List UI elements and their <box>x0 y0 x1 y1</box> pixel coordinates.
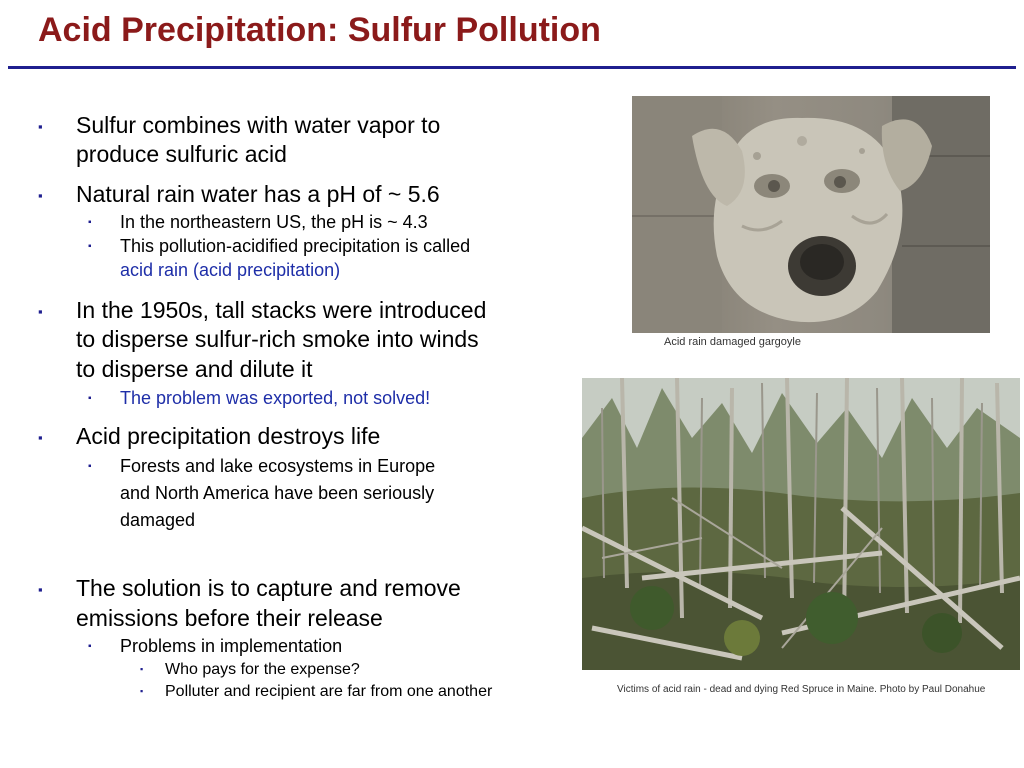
bullet-square-icon: ▪ <box>88 461 92 472</box>
bullet-1-text: Sulfur combines with water vapor to <box>76 112 441 138</box>
bullet-4-sub-1-text-line2: and North America have been seriously <box>120 483 435 503</box>
bullet-square-icon: ▪ <box>88 393 92 404</box>
bullet-5-sub-1-sub-1 <box>140 659 360 680</box>
bullet-4-sub-1-text-line3: damaged <box>120 510 196 530</box>
bullet-1-cont <box>76 140 287 169</box>
bullet-5-sub-1-text: Problems in implementation <box>120 636 343 656</box>
bullet-square-icon: ▪ <box>38 119 43 134</box>
bullet-square-icon: ▪ <box>88 241 92 252</box>
bullet-2-sub-2-text: This pollution-acidified precipitation is called <box>120 236 471 256</box>
bullet-1-text-line2: produce sulfuric acid <box>76 141 287 167</box>
bullet-4 <box>38 422 380 452</box>
bullet-5-sub-1-sub-1-text: Who pays for the expense? <box>165 661 360 678</box>
bullet-3-text: In the 1950s, tall stacks were introduced <box>76 297 487 323</box>
bullet-5-text-line2: emissions before their release <box>76 605 383 631</box>
bullet-square-icon: ▪ <box>140 686 144 696</box>
forest-illustration <box>582 378 1020 670</box>
bullet-3-cont-1 <box>76 325 479 354</box>
bullet-3-text-line2: to disperse sulfur-rich smoke into winds <box>76 326 479 352</box>
bullet-3-text-line3: to disperse and dilute it <box>76 356 313 382</box>
bullet-square-icon: ▪ <box>38 188 43 203</box>
bullet-square-icon: ▪ <box>88 641 92 652</box>
bullet-square-icon: ▪ <box>88 217 92 228</box>
bullet-3-sub-1 <box>88 386 430 411</box>
bullet-1 <box>38 111 440 141</box>
bullet-4-sub-1-text: Forests and lake ecosystems in Europe <box>120 456 436 476</box>
bullet-square-icon: ▪ <box>38 582 43 597</box>
bullet-square-icon: ▪ <box>140 664 144 674</box>
bullet-4-sub-1 <box>88 454 435 479</box>
bullet-5-sub-1 <box>88 634 342 659</box>
bullet-3-sub-1-text: The problem was exported, not solved! <box>120 388 431 408</box>
bullet-2-sub-1 <box>88 210 428 235</box>
bullet-2 <box>38 180 440 210</box>
bullet-3-cont-2 <box>76 355 313 384</box>
gargoyle-caption: Acid rain damaged gargoyle <box>664 336 801 348</box>
bullet-2-text: Natural rain water has a pH of ~ 5.6 <box>76 181 440 207</box>
bullet-5-sub-1-sub-2 <box>140 681 492 702</box>
bullet-2-sub-2-cont <box>120 258 340 283</box>
acid-rain-term: acid rain (acid precipitation) <box>120 260 341 280</box>
bullet-square-icon: ▪ <box>38 304 43 319</box>
bullet-square-icon: ▪ <box>38 430 43 445</box>
forest-caption: Victims of acid rain - dead and dying Red Spruce in Maine. Photo by Paul Donahue <box>617 684 986 695</box>
bullet-5-cont <box>76 604 383 633</box>
bullet-3 <box>38 296 486 326</box>
bullet-5 <box>38 574 461 604</box>
forest-photo <box>582 378 1020 670</box>
slide-title: Acid Precipitation: Sulfur Pollution <box>38 11 601 49</box>
gargoyle-illustration <box>632 96 990 333</box>
bullet-5-sub-1-sub-2-text: Polluter and recipient are far from one another <box>165 683 493 700</box>
bullet-2-sub-2 <box>88 234 470 259</box>
bullet-5-text: The solution is to capture and remove <box>76 575 461 601</box>
bullet-4-sub-1-cont-1 <box>120 481 434 506</box>
bullet-4-sub-1-cont-2 <box>120 508 195 533</box>
gargoyle-photo <box>632 96 990 333</box>
bullet-4-text: Acid precipitation destroys life <box>76 423 381 449</box>
bullet-2-sub-1-text: In the northeastern US, the pH is ~ 4.3 <box>120 212 428 232</box>
